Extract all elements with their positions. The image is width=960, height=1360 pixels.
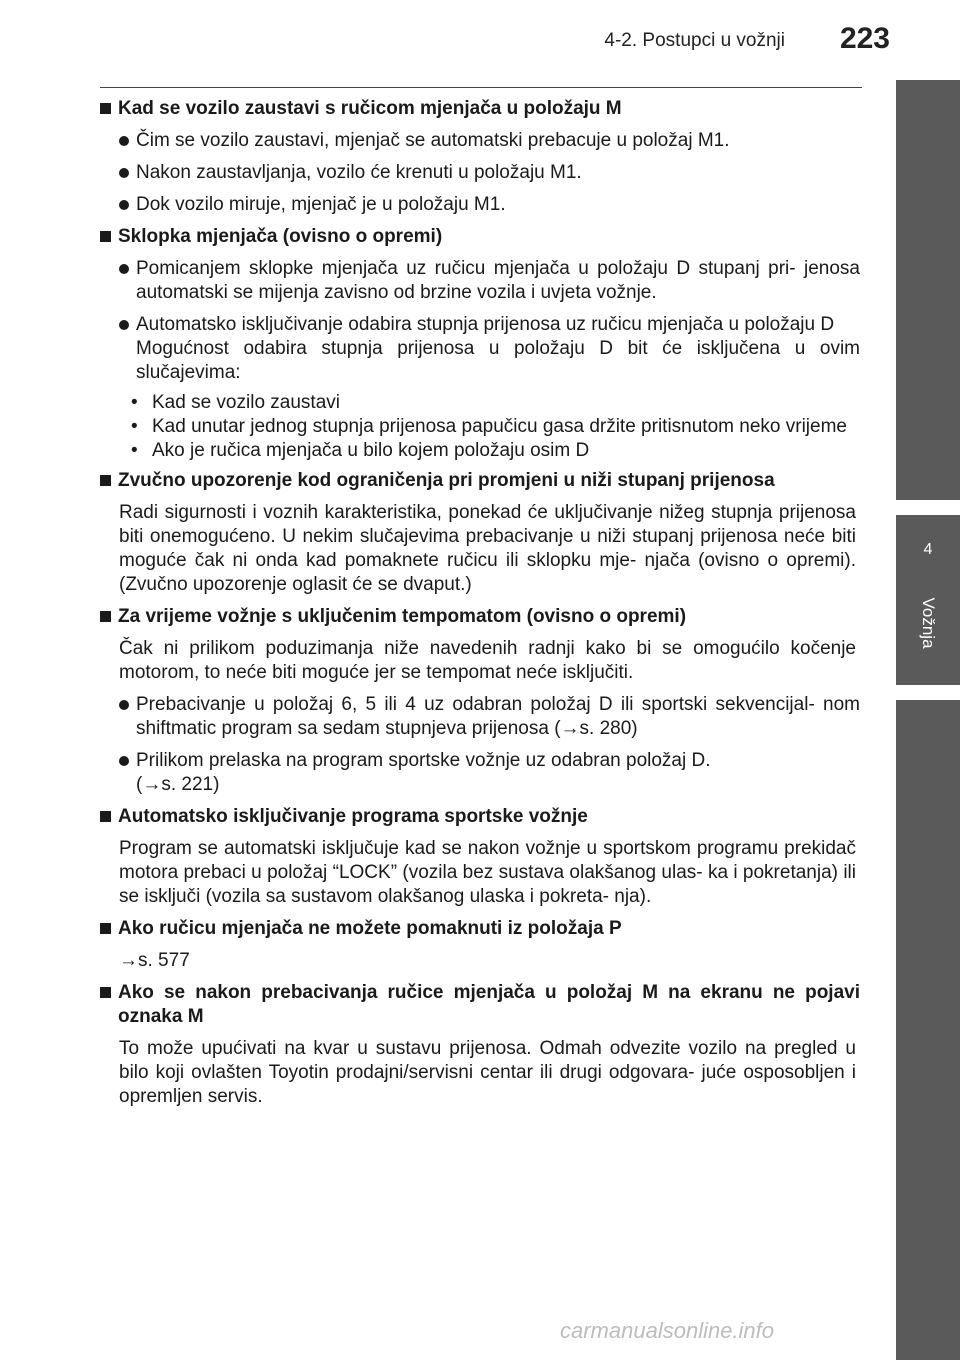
square-bullet-icon bbox=[100, 475, 111, 486]
sub-list bbox=[100, 391, 860, 463]
round-bullet-icon bbox=[119, 264, 129, 274]
page-reference: →s. 577 bbox=[119, 950, 190, 971]
round-bullet-icon bbox=[119, 700, 129, 710]
round-bullet-icon bbox=[119, 200, 129, 210]
page-number: 223 bbox=[839, 22, 890, 55]
round-bullet-icon bbox=[119, 168, 129, 178]
square-bullet-icon bbox=[100, 611, 111, 622]
section-heading: Ako se nakon prebacivanja ručice mjenjača u položaj M na ekranu ne pojavi oznaka M bbox=[100, 981, 860, 1029]
header-rule bbox=[100, 87, 862, 88]
square-bullet-icon bbox=[100, 923, 111, 934]
section-heading: Automatsko isključivanje programa sportske vožnje bbox=[100, 805, 860, 829]
square-bullet-icon bbox=[100, 811, 111, 822]
bullet-item: Čim se vozilo zaustavi, mjenjač se automatski prebacuje u položaj M1. bbox=[100, 129, 860, 153]
paragraph: Program se automatski isključuje kad se nakon vožnje u sportskom programu prekidač motora prebaci u položaj “LOCK” (vozila bez sustava olakšanog ulas- ka i pokretanja) ili se isključi (vozila sa sustavom olakšanog ulaska i pokreta- nja). bbox=[119, 838, 856, 907]
section-heading: Sklopka mjenjača (ovisno o opremi) bbox=[100, 225, 860, 249]
paragraph: Radi sigurnosti i voznih karakteristika, ponekad će uključivanje nižeg stupnja prijenosa biti onemogućeno. U nekim slučajevima prebacivanje u niži stupanj prijenosa neće biti moguće čak ni onda kad pomaknete ručicu ili sklopku mje- njača (ovisno o opremi). (Zvučno upozorenje oglasit će se dvaput.) bbox=[119, 502, 856, 595]
section-heading: Za vrijeme vožnje s uključenim tempomatom (ovisno o opremi) bbox=[100, 605, 860, 629]
side-tab-upper bbox=[896, 80, 960, 500]
paragraph: To može upućivati na kvar u sustavu prijenosa. Odmah odvezite vozilo na pregled u bilo koji ovlašten Toyotin prodajni/servisni centar ili drugi odgovara- juće osposobljen i opremljen servis. bbox=[119, 1038, 856, 1107]
watermark: carmanualsonline.info bbox=[560, 1318, 775, 1343]
round-bullet-icon bbox=[119, 136, 129, 146]
bullet-item: Nakon zaustavljanja, vozilo će krenuti u položaju M1. bbox=[100, 161, 860, 185]
paragraph: Čak ni prilikom poduzimanja niže navedenih radnji kako bi se omogućilo kočenje motorom, to neće biti moguće jer se tempomat neće isključiti. bbox=[119, 638, 856, 683]
section-heading: Ako ručicu mjenjača ne možete pomaknuti iz položaja P bbox=[100, 917, 860, 941]
sub-item: • Ako je ručica mjenjača u bilo kojem položaju osim D bbox=[131, 440, 590, 461]
section-heading: Kad se vozilo zaustavi s ručicom mjenjača u položaju M bbox=[100, 97, 860, 121]
round-bullet-icon bbox=[119, 320, 129, 330]
chapter-number: 4 bbox=[923, 541, 933, 558]
square-bullet-icon bbox=[100, 103, 111, 114]
square-bullet-icon bbox=[100, 987, 111, 998]
page-content bbox=[100, 97, 860, 1117]
side-tab-chapter bbox=[896, 515, 960, 685]
sub-item: • Kad se vozilo zaustavi bbox=[131, 392, 340, 413]
side-tab-lower bbox=[896, 700, 960, 1360]
bullet-item: Prebacivanje u položaj 6, 5 ili 4 uz odabran položaj D ili sportski sekvencijal- nom shiftmatic program sa sedam stupnjeva prijenosa (→s. 280) bbox=[100, 693, 860, 741]
sub-item: • Kad unutar jednog stupnja prijenosa papučicu gasa držite pritisnutom neko vrijeme bbox=[131, 416, 847, 437]
bullet-item: Dok vozilo miruje, mjenjač je u položaju M1. bbox=[100, 193, 860, 217]
round-bullet-icon bbox=[119, 756, 129, 766]
bullet-item: Prilikom prelaska na program sportske vožnje uz odabran položaj D. (→s. 221) bbox=[100, 749, 860, 797]
chapter-label: Vožnja bbox=[919, 597, 938, 649]
bullet-item: Pomicanjem sklopke mjenjača uz ručicu mjenjača u položaju D stupanj pri- jenosa automatski se mijenja zavisno od brzine vozila i uvjeta vožnje. bbox=[100, 257, 860, 305]
square-bullet-icon bbox=[100, 231, 111, 242]
section-heading: Zvučno upozorenje kod ograničenja pri promjeni u niži stupanj prijenosa bbox=[100, 469, 860, 493]
bullet-item: Automatsko isključivanje odabira stupnja prijenosa uz ručicu mjenjača u položaju D Mogućnost odabira stupnja prijenosa u položaju D bit će isključena u ovim slučajevima: bbox=[100, 313, 860, 385]
header-section-title: 4-2. Postupci u vožnji bbox=[604, 30, 785, 51]
